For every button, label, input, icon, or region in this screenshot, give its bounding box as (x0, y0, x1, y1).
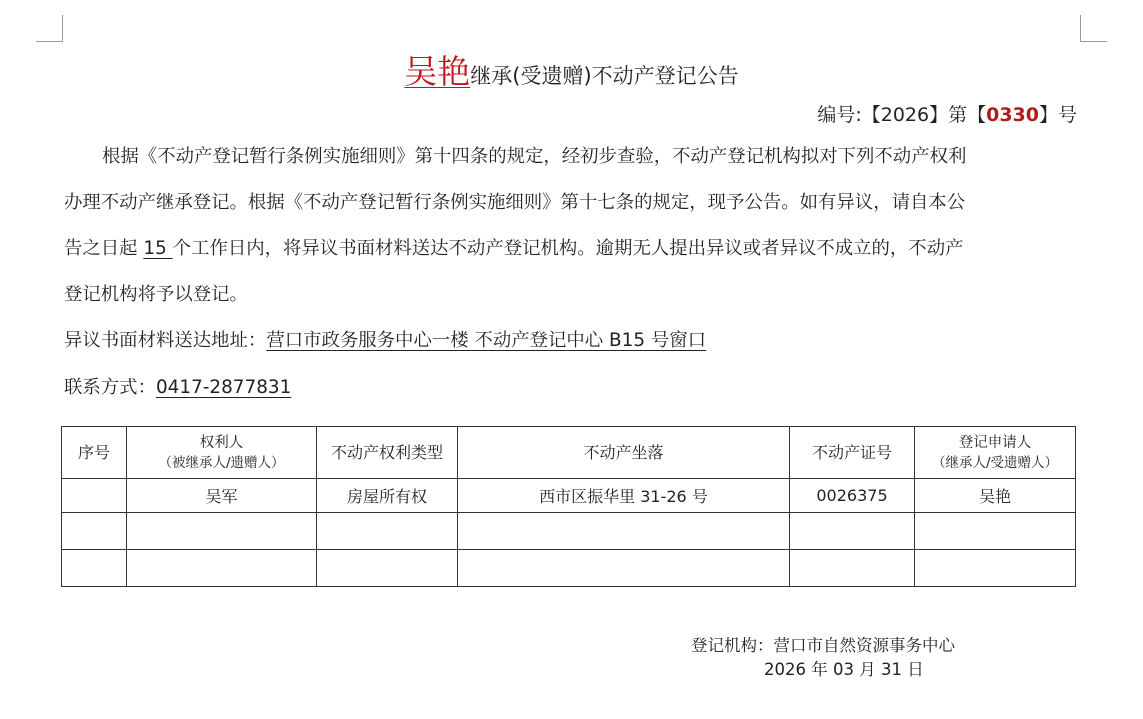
header-right-type: 不动产权利类型 (317, 427, 458, 479)
page-corner-mark-top-left (36, 15, 63, 42)
address-value: 营口市政务服务中心一楼 不动产登记中心 B15 号窗口 (266, 330, 707, 351)
empty-cell (62, 513, 127, 550)
cell-applicant: 吴艳 (915, 479, 1076, 513)
empty-cell (317, 513, 458, 550)
table-row-empty (62, 550, 1076, 587)
empty-cell (127, 513, 317, 550)
contact-label: 联系方式： (64, 377, 156, 398)
document-number-value: 0330 (986, 104, 1039, 126)
body-line-3-end: 个工作日内，将异议书面材料送达不动产登记机构。逾期无人提出异议或者异议不成立的，不动产 (172, 238, 964, 259)
registration-table (61, 426, 1076, 587)
page-corner-mark-top-right (1080, 15, 1107, 42)
body-line-3 (64, 226, 1080, 272)
applicant-name-in-title: 吴艳 (404, 52, 471, 91)
empty-cell (62, 550, 127, 587)
cell-holder: 吴军 (127, 479, 317, 513)
body-line-1: 根据《不动产登记暂行条例实施细则》第十四条的规定，经初步查验，不动产登记机构拟对下列不动产权利 (102, 146, 967, 167)
document-number-suffix: 】号 (1038, 104, 1077, 126)
cell-right-type: 房屋所有权 (317, 479, 458, 513)
notice-title (0, 46, 1143, 93)
header-applicant (915, 427, 1076, 479)
body-line-3-start: 告之日起 (64, 238, 144, 259)
header-holder-sub: （被继承人/遗赠人） (158, 454, 285, 471)
contact-info (64, 373, 291, 399)
cell-cert-no: 0026375 (790, 479, 915, 513)
table-row-empty (62, 513, 1076, 550)
empty-cell (915, 513, 1076, 550)
document-number (817, 100, 1077, 127)
header-seq: 序号 (62, 427, 127, 479)
table-header-row (62, 427, 1076, 479)
empty-cell (317, 550, 458, 587)
registration-authority: 登记机构：营口市自然资源事务中心 (691, 636, 955, 655)
empty-cell (790, 550, 915, 587)
notice-date: 2026 年 03 月 31 日 (764, 660, 924, 679)
notice-body (64, 134, 1080, 318)
empty-cell (127, 550, 317, 587)
document-number-prefix: 编号:【2026】第【 (817, 104, 987, 126)
body-line-4: 登记机构将予以登记。 (64, 284, 248, 305)
header-applicant-main: 登记申请人 (958, 434, 1032, 451)
header-holder-main: 权利人 (199, 434, 244, 451)
cell-seq (62, 479, 127, 513)
objection-days: 15 (143, 238, 173, 259)
empty-cell (458, 513, 790, 550)
header-location: 不动产坐落 (458, 427, 790, 479)
cell-location: 西市区振华里 31-26 号 (458, 479, 790, 513)
header-cert-no: 不动产证号 (790, 427, 915, 479)
header-holder (127, 427, 317, 479)
body-line-2: 办理不动产继承登记。根据《不动产登记暂行条例实施细则》第十七条的规定，现予公告。如有异议，请自本公 (64, 192, 966, 213)
objection-address (64, 326, 706, 352)
address-label: 异议书面材料送达地址： (64, 330, 267, 351)
empty-cell (915, 550, 1076, 587)
table-row (62, 479, 1076, 513)
header-applicant-sub: （继承人/受遗赠人） (931, 454, 1059, 471)
empty-cell (790, 513, 915, 550)
title-text: 继承(受遗赠)不动产登记公告 (470, 64, 739, 88)
contact-phone: 0417-2877831 (155, 377, 292, 398)
empty-cell (458, 550, 790, 587)
